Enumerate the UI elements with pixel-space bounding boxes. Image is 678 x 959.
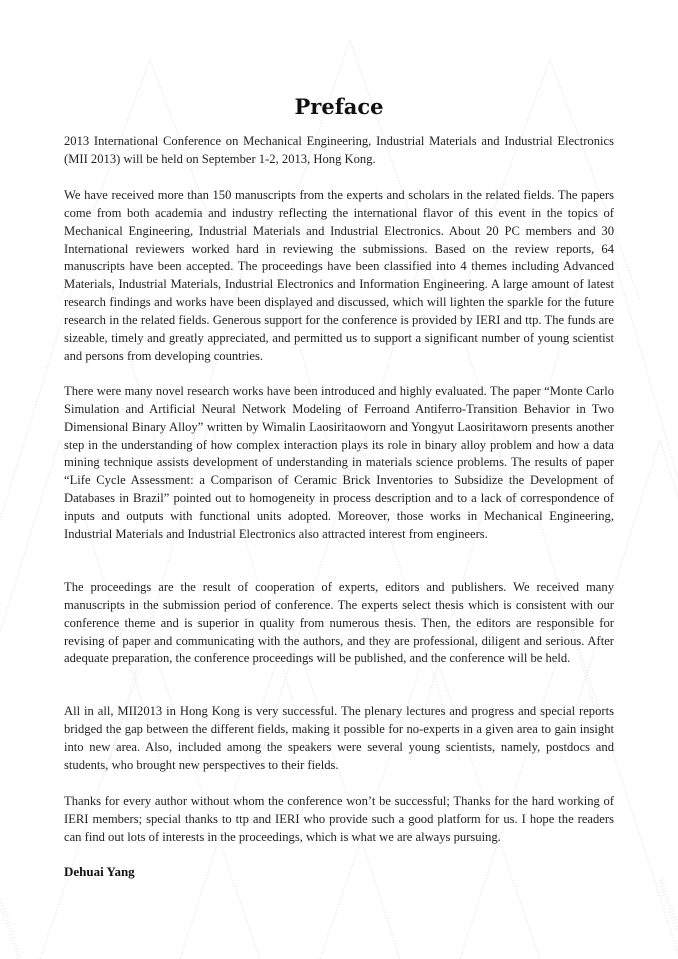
author-signature: Dehuai Yang [64, 864, 135, 879]
paragraph-summary: All in all, MII2013 in Hong Kong is very successful. The plenary lectures and progress and special reports bridged the gap between the different fields, making it possible for no-experts in a given area to gain insight into new area. Also, included among the speakers were several young scientists, namely, postdocs and students, who brought new perspectives to their fields. [64, 704, 614, 772]
paragraph-cooperation: The proceedings are the result of cooperation of experts, editors and publishers. We received many manuscripts in the submission period of conference. The experts select thesis which is consistent with our conference theme and is superior in quality from numerous thesis. Then, the editors are responsible for revising of paper and communicating with the authors, and they are professional, diligent and serious. After adequate preparation, the conference proceedings will be published, and the conference will be held. [64, 580, 614, 666]
paragraph-thanks: Thanks for every author without whom the conference won’t be successful; Thanks for the hard working of IERI members; special thanks to ttp and IERI who provide such a good platform for us. I hope the readers can find out lots of interests in the proceedings, which is what we are always pursuing. [64, 794, 614, 844]
paragraph-intro: 2013 International Conference on Mechanical Engineering, Industrial Materials and Industrial Electronics (MII 2013) will be held on September 1-2, 2013, Hong Kong. [64, 134, 614, 166]
paragraph-research-works: There were many novel research works have been introduced and highly evaluated. The paper “Monte Carlo Simulation and Artificial Neural Network Modeling of Ferroand Antiferro-Transition Behavior in Two Dimensional Binary Alloy” written by Wimalin Laosiritaoworn and Yongyut Laosiritaworn presents another step in the understanding of how complex interaction plays its role in binary alloy problem and how a data mining technique assists development of understanding in materials science problems. The results of paper “Life Cycle Assessment: a Comparison of Ceramic Brick Inventories to Subsidize the Development of Databases in Brazil” pointed out to homogeneity in process description and to a lack of correspondence of inputs and outputs with functional units adopted. Moreover, those works in Mechanical Engineering, Industrial Materials and Industrial Electronics also attracted interest from engineers. [64, 384, 614, 541]
paragraph-submissions: We have received more than 150 manuscripts from the experts and scholars in the related fields. The papers come from both academia and industry reflecting the international flavor of this event in the topics of Mechanical Engineering, Industrial Materials and Industrial Electronics. About 20 PC members and 30 International reviewers worked hard in reviewing the submissions. Based on the review reports, 64 manuscripts have been accepted. The proceedings have been classified into 4 themes including Advanced Materials, Industrial Materials, Industrial Electronics and Information Engineering. A large amount of latest research findings and works have been displayed and discussed, which will lighten the sparkle for the future research in the related fields. Generous support for the conference is provided by IERI and ttp. The funds are sizeable, timely and greatly appreciated, and permitted us to support a significant number of young scientist and persons from developing countries. [64, 188, 614, 363]
page-title: Preface [294, 94, 384, 119]
